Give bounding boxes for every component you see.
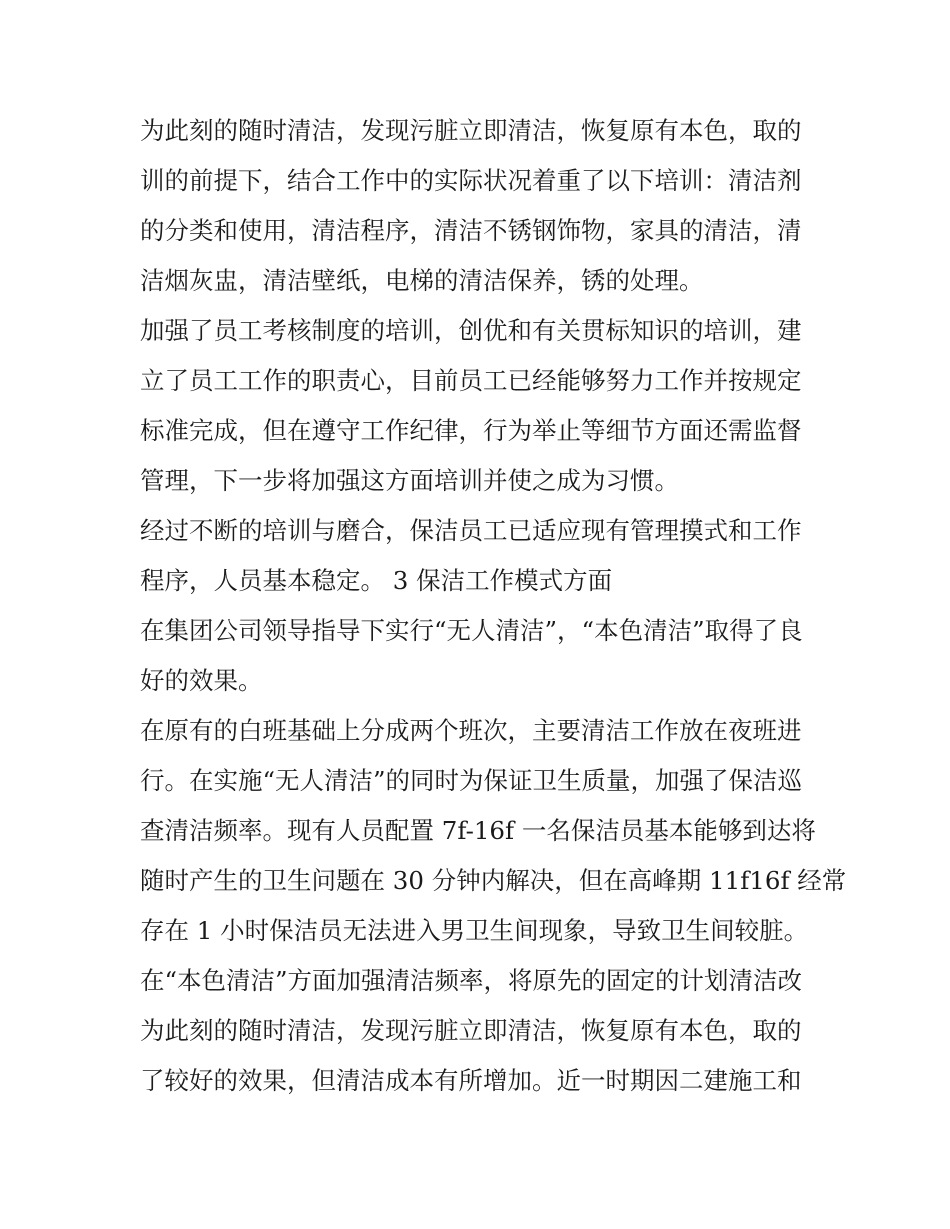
text-line: 在原有的白班基础上分成两个班次，主要清洁工作放在夜班进 xyxy=(140,716,802,745)
text-line: 加强了员工考核制度的培训，创优和有关贯标知识的培训，建 xyxy=(140,316,802,345)
text-line: 存在 1 小时保洁员无法进入男卫生间现象，导致卫生间较脏。 xyxy=(140,916,809,945)
text-line: 在集团公司领导指导下实行“无人清洁”，“本色清洁”取得了良 xyxy=(140,616,803,645)
text-line: 标准完成，但在遵守工作纪律，行为举止等细节方面还需监督 xyxy=(140,416,802,445)
text-line: 经过不断的培训与磨合，保洁员工已适应现有管理摸式和工作 xyxy=(140,516,802,545)
text-line: 好的效果。 xyxy=(140,666,263,695)
text-line: 训的前提下，结合工作中的实际状况着重了以下培训：清洁剂 xyxy=(140,166,802,195)
text-line: 的分类和使用，清洁程序，清洁不锈钢饰物，家具的清洁，清 xyxy=(140,216,802,245)
text-line: 行。在实施“无人清洁”的同时为保证卫生质量，加强了保洁巡 xyxy=(140,766,803,795)
text-line: 随时产生的卫生问题在 30 分钟内解决，但在高峰期 11f16f 经常 xyxy=(140,866,847,895)
text-line: 在“本色清洁”方面加强清洁频率，将原先的固定的计划清洁改 xyxy=(140,966,803,995)
text-line: 查清洁频率。现有人员配置 7f-16f 一名保洁员基本能够到达将 xyxy=(140,816,816,845)
document-body xyxy=(140,106,847,1106)
text-line: 为此刻的随时清洁，发现污脏立即清洁，恢复原有本色，取的 xyxy=(140,116,802,145)
text-line: 立了员工工作的职责心，目前员工已经能够努力工作并按规定 xyxy=(140,366,802,395)
text-line: 了较好的效果，但清洁成本有所增加。近一时期因二建施工和 xyxy=(140,1066,802,1095)
text-line: 程序，人员基本稳定。 3 保洁工作模式方面 xyxy=(140,566,613,595)
text-line: 管理，下一步将加强这方面培训并使之成为习惯。 xyxy=(140,466,679,495)
text-line: 为此刻的随时清洁，发现污脏立即清洁，恢复原有本色，取的 xyxy=(140,1016,802,1045)
text-line: 洁烟灰盅，清洁壁纸，电梯的清洁保养，锈的处理。 xyxy=(140,266,704,295)
